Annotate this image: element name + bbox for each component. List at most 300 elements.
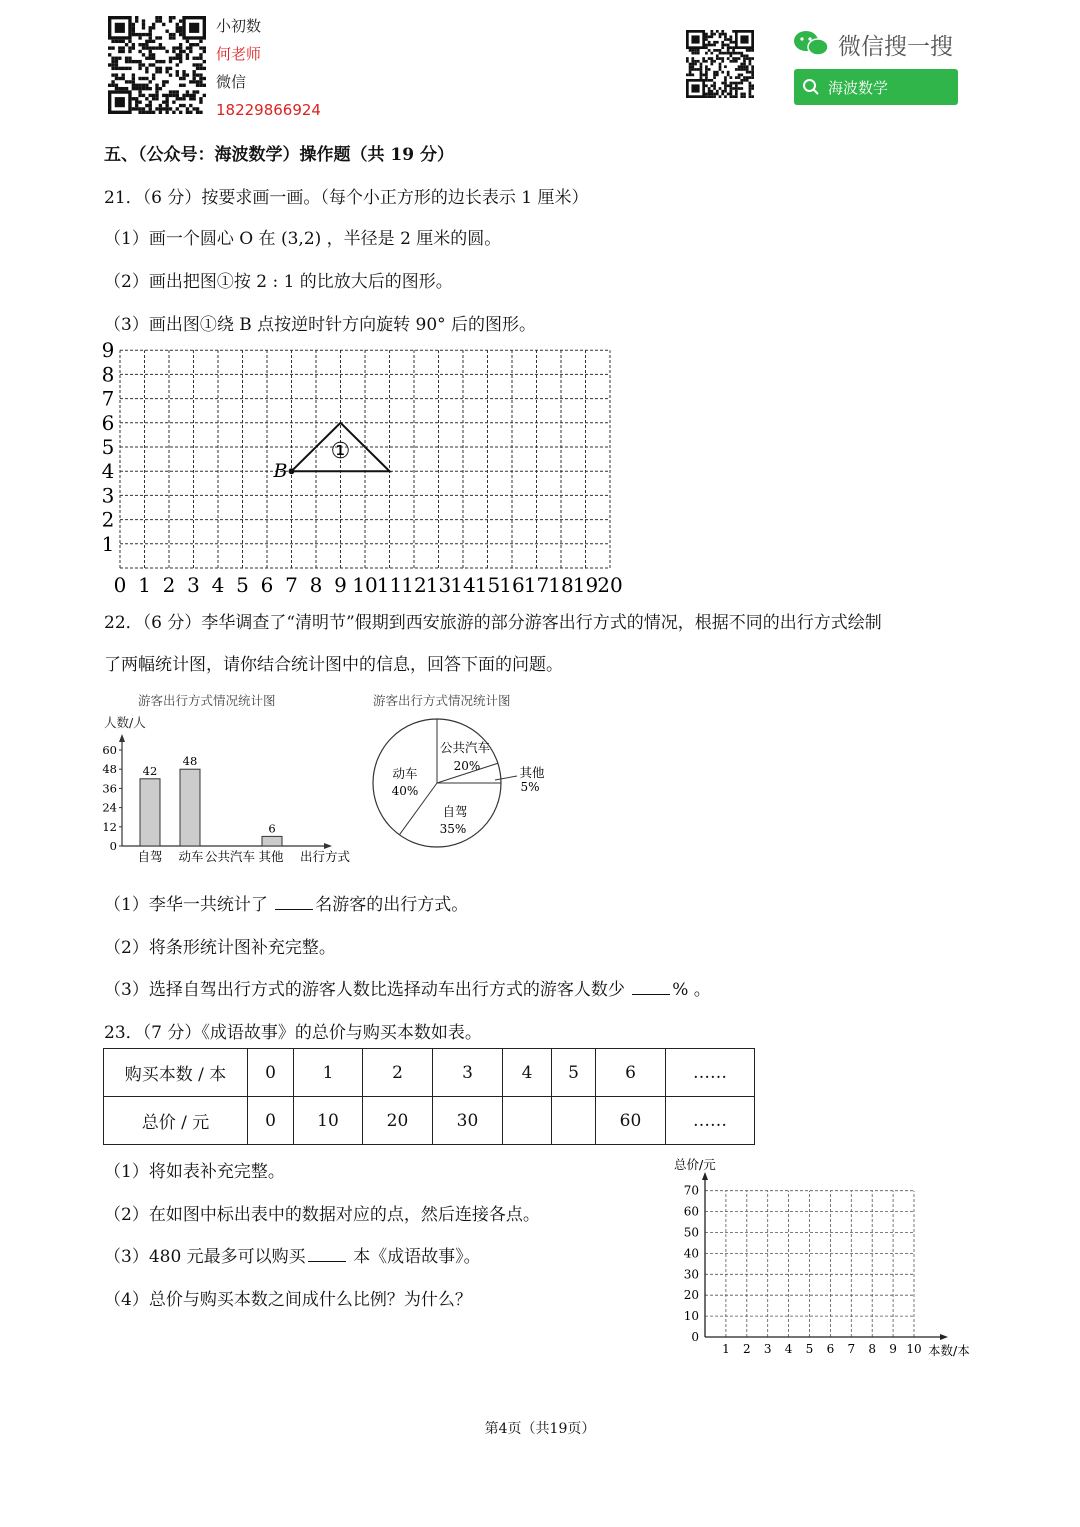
qr-module — [700, 65, 703, 68]
x-category-label: 其他 — [258, 849, 284, 864]
qr-module — [694, 49, 697, 52]
table-cell: 30 — [433, 1097, 503, 1145]
qr-module — [169, 107, 172, 110]
qr-module — [182, 84, 185, 87]
qr-module — [730, 87, 733, 90]
qr-module — [719, 33, 722, 36]
qr-module — [182, 97, 185, 100]
qr-module — [128, 40, 131, 43]
qr-module — [710, 84, 713, 87]
x-tick-label: 18 — [548, 573, 574, 597]
qr-module — [727, 71, 730, 74]
qr-module — [115, 87, 118, 90]
qr-module — [740, 54, 743, 57]
pie-slice-label: 动车 — [392, 766, 418, 781]
qr-module — [740, 95, 743, 98]
qr-module — [138, 60, 141, 63]
qr-module — [735, 57, 738, 60]
qr-module — [199, 57, 202, 60]
point-b-label: B — [273, 460, 288, 483]
qr-module — [721, 71, 724, 74]
qr-module — [135, 16, 138, 19]
qr-module — [708, 44, 711, 47]
x-category-label: 自驾 — [137, 849, 163, 864]
qr-module — [145, 67, 148, 70]
qr-module — [145, 57, 148, 60]
search-button[interactable] — [794, 69, 958, 105]
qr-module — [710, 44, 713, 47]
qr-module — [689, 65, 692, 68]
q21-grid[interactable] — [95, 338, 655, 600]
qr-module — [700, 63, 703, 66]
qr-module — [694, 52, 697, 55]
qr-module — [145, 97, 148, 100]
qr-module — [710, 57, 713, 60]
qr-module — [142, 107, 145, 110]
qr-module — [705, 74, 708, 77]
qr-module — [108, 63, 111, 66]
qr-module — [142, 33, 145, 36]
qr-module — [125, 57, 128, 60]
qr-module — [186, 111, 189, 114]
y-tick-label: 12 — [102, 819, 117, 834]
qr-module — [727, 46, 730, 49]
qr-module — [155, 67, 158, 70]
teacher-line-1: 小初数 — [216, 17, 262, 35]
qr-module — [186, 94, 189, 97]
bar-chart-title: 游客出行方式情况统计图 — [138, 693, 276, 708]
y-tick-label: 9 — [101, 338, 115, 363]
qr-module — [740, 63, 743, 66]
qr-module — [115, 40, 118, 43]
qr-module — [159, 67, 162, 70]
q21-part2: （2）画出把图①按 2 : 1 的比放大后的图形。 — [104, 272, 453, 292]
answer-blank-q22-1[interactable] — [275, 895, 313, 910]
qr-module — [115, 63, 118, 66]
qr-module — [125, 60, 128, 63]
qr-module — [145, 87, 148, 90]
y-axis-arrow — [702, 1172, 708, 1180]
qr-module — [727, 84, 730, 87]
qr-module — [710, 35, 713, 38]
qr-module — [138, 43, 141, 46]
qr-module — [710, 30, 713, 33]
table-cell: …… — [666, 1097, 755, 1145]
qr-module — [727, 57, 730, 60]
qr-module — [165, 30, 168, 33]
qr-module — [727, 93, 730, 96]
pie-chart-title: 游客出行方式情况统计图 — [373, 693, 511, 708]
qr-module — [155, 87, 158, 90]
qr-module — [697, 60, 700, 63]
qr-module — [730, 82, 733, 85]
qr-module — [155, 90, 158, 93]
qr-module — [125, 80, 128, 83]
qr-module — [751, 49, 754, 52]
qr-module — [145, 43, 148, 46]
qr-module — [203, 60, 206, 63]
qr-module — [691, 49, 694, 52]
qr-module — [740, 79, 743, 82]
qr-module — [169, 33, 172, 36]
qr-module — [738, 65, 741, 68]
qr-module — [713, 76, 716, 79]
qr-module — [186, 46, 189, 49]
qr-module — [199, 80, 202, 83]
qr-module — [152, 94, 155, 97]
qr-module — [169, 16, 172, 19]
qr-module — [169, 73, 172, 76]
qr-module — [749, 49, 752, 52]
qr-module — [159, 43, 162, 46]
qr-module — [132, 77, 135, 80]
qr-module — [713, 82, 716, 85]
qr-module — [162, 23, 165, 26]
qr-module — [719, 52, 722, 55]
qr-module — [111, 40, 114, 43]
qr-module — [149, 53, 152, 56]
x-tick-label: 3 — [187, 573, 200, 597]
q22-part2: （2）将条形统计图补充完整。 — [104, 938, 336, 958]
qr-module — [142, 87, 145, 90]
x-tick-label: 8 — [309, 573, 323, 597]
x-tick-label: 19 — [572, 573, 599, 597]
qr-module — [192, 57, 195, 60]
qr-module — [708, 93, 711, 96]
qr-module — [686, 57, 689, 60]
qr-module — [165, 104, 168, 107]
q22-stem-line2: 了两幅统计图，请你结合统计图中的信息，回答下面的问题。 — [104, 655, 563, 675]
answer-blank-q23-3[interactable] — [308, 1247, 346, 1262]
qr-module — [730, 35, 733, 38]
qr-module — [169, 67, 172, 70]
answer-cell[interactable] — [552, 1097, 596, 1145]
x-tick-label: 4 — [784, 1342, 793, 1356]
bar — [180, 769, 200, 846]
qr-module — [689, 74, 692, 77]
qr-module — [172, 46, 175, 49]
qr-module — [152, 77, 155, 80]
qr-module — [697, 52, 700, 55]
qr-module — [730, 54, 733, 57]
qr-module — [149, 104, 152, 107]
qr-module — [125, 43, 128, 46]
qr-module — [730, 52, 733, 55]
qr-module — [746, 49, 749, 52]
qr-module — [697, 68, 700, 71]
qr-module — [145, 77, 148, 80]
qr-module — [721, 93, 724, 96]
qr-module — [138, 100, 141, 103]
qr-module — [128, 57, 131, 60]
x-tick-label: 1 — [722, 1342, 730, 1356]
table-cell: 1 — [294, 1049, 363, 1097]
qr-module — [708, 95, 711, 98]
qr-module — [152, 46, 155, 49]
qr-module — [189, 46, 192, 49]
qr-module — [746, 65, 749, 68]
qr-module — [176, 73, 179, 76]
qr-module — [719, 87, 722, 90]
qr-module — [186, 53, 189, 56]
qr-module — [746, 76, 749, 79]
qr-module — [694, 60, 697, 63]
x-category-label: 动车 — [178, 849, 204, 864]
y-tick-label: 60 — [102, 743, 117, 757]
qr-module — [686, 60, 689, 63]
qr-module — [115, 73, 118, 76]
qr-module — [155, 84, 158, 87]
qr-module — [132, 84, 135, 87]
qr-module — [176, 57, 179, 60]
y-tick-label: 5 — [101, 435, 115, 459]
qr-module — [724, 52, 727, 55]
qr-module — [145, 46, 148, 49]
qr-module — [735, 60, 738, 63]
qr-module — [724, 87, 727, 90]
qr-module — [743, 76, 746, 79]
qr-module — [145, 111, 148, 114]
qr-module — [176, 107, 179, 110]
qr-module — [159, 107, 162, 110]
qr-module — [192, 80, 195, 83]
qr-module — [716, 74, 719, 77]
qr-module — [735, 52, 738, 55]
qr-module — [196, 111, 199, 114]
y-tick-label: 10 — [683, 1309, 699, 1324]
qr-module — [108, 84, 111, 87]
qr-module — [721, 33, 724, 36]
qr-module — [700, 68, 703, 71]
teacher-qr-code — [108, 16, 208, 114]
qr-module — [179, 19, 182, 22]
teacher-phone: 18229866924 — [216, 101, 321, 119]
qr-module — [691, 63, 694, 66]
wechat-qr-code — [686, 30, 756, 100]
qr-module — [199, 100, 202, 103]
qr-module — [751, 57, 754, 60]
qr-module — [199, 111, 202, 114]
qr-module — [713, 60, 716, 63]
table-row — [104, 1097, 755, 1145]
pie-slice-label: 自驾 — [442, 804, 468, 819]
q23-stem: 23．（7 分）《成语故事》的总价与购买本数如表。 — [104, 1023, 482, 1043]
qr-module — [179, 111, 182, 114]
qr-module — [165, 107, 168, 110]
q23-grid[interactable] — [668, 1152, 980, 1362]
table-row — [104, 1049, 755, 1097]
section-title: 五、（公众号：海波数学）操作题（共 19 分） — [104, 145, 454, 165]
qr-module — [740, 93, 743, 96]
qr-module — [721, 30, 724, 33]
qr-module — [738, 68, 741, 71]
qr-module — [176, 26, 179, 29]
qr-module — [115, 77, 118, 80]
qr-module — [749, 95, 752, 98]
qr-module — [732, 87, 735, 90]
qr-module — [203, 94, 206, 97]
table-cell: 20 — [363, 1097, 433, 1145]
y-tick-label: 2 — [101, 507, 115, 532]
qr-module — [719, 35, 722, 38]
qr-module — [691, 74, 694, 77]
y-tick-label: 3 — [101, 483, 115, 508]
qr-module — [724, 44, 727, 47]
qr-module — [721, 52, 724, 55]
qr-module — [710, 79, 713, 82]
qr-module — [189, 104, 192, 107]
pie-slice-pct: 5% — [520, 780, 540, 794]
y-tick-label: 4 — [101, 459, 115, 484]
qr-module — [132, 46, 135, 49]
qr-module — [145, 33, 148, 36]
x-tick-label: 15 — [474, 573, 501, 597]
qr-module — [118, 77, 121, 80]
qr-module — [732, 57, 735, 60]
qr-module — [165, 67, 168, 70]
wechat-logo — [792, 28, 832, 58]
qr-module — [751, 95, 754, 98]
bar-value-label: 6 — [268, 821, 276, 836]
qr-module — [724, 35, 727, 38]
qr-module — [751, 74, 754, 77]
qr-module — [169, 19, 172, 22]
q22-part1-before: （1）李华一共统计了 — [104, 895, 268, 915]
qr-module — [740, 68, 743, 71]
qr-module — [149, 30, 152, 33]
x-tick-label: 2 — [742, 1342, 751, 1356]
qr-module — [705, 52, 708, 55]
qr-module — [118, 67, 121, 70]
qr-module — [118, 50, 121, 53]
qr-module — [176, 90, 179, 93]
x-tick-label: 10 — [352, 573, 378, 597]
table-cell: 60 — [596, 1097, 666, 1145]
qr-module — [196, 107, 199, 110]
pie-slice-label: 公共汽车 — [439, 740, 491, 755]
qr-module — [142, 84, 145, 87]
y-tick-label: 36 — [102, 781, 117, 796]
qr-finder — [691, 35, 699, 43]
q22-part3-before: （3）选择自驾出行方式的游客人数比选择动车出行方式的游客人数少 — [104, 980, 625, 1000]
qr-module — [172, 94, 175, 97]
qr-module — [169, 36, 172, 39]
qr-module — [189, 43, 192, 46]
qr-module — [142, 63, 145, 66]
qr-module — [721, 41, 724, 44]
qr-module — [196, 57, 199, 60]
qr-module — [708, 49, 711, 52]
table-cell: 0 — [248, 1049, 294, 1097]
qr-module — [162, 60, 165, 63]
qr-module — [203, 67, 206, 70]
qr-module — [196, 43, 199, 46]
qr-module — [182, 70, 185, 73]
x-axis-arrow — [940, 1334, 948, 1340]
qr-module — [162, 84, 165, 87]
qr-module — [735, 93, 738, 96]
qr-module — [746, 71, 749, 74]
qr-module — [186, 73, 189, 76]
qr-module — [743, 63, 746, 66]
qr-module — [199, 63, 202, 66]
qr-module — [199, 67, 202, 70]
table-cell: 10 — [294, 1097, 363, 1145]
page-footer: 第4页（共19页） — [484, 1421, 596, 1437]
qr-module — [172, 100, 175, 103]
qr-module — [730, 84, 733, 87]
qr-module — [149, 107, 152, 110]
qr-module — [172, 57, 175, 60]
qr-module — [165, 50, 168, 53]
qr-module — [138, 50, 141, 53]
qr-module — [716, 49, 719, 52]
y-axis-arrow — [119, 734, 125, 742]
q23-part3-after: 本《成语故事》。 — [353, 1247, 481, 1267]
qr-module — [142, 111, 145, 114]
q22-part1 — [104, 890, 468, 915]
qr-module — [122, 50, 125, 53]
table-cell: 4 — [503, 1049, 552, 1097]
qr-module — [751, 87, 754, 90]
qr-module — [142, 23, 145, 26]
qr-module — [702, 60, 705, 63]
qr-module — [735, 76, 738, 79]
qr-module — [710, 52, 713, 55]
q23-part3 — [104, 1242, 481, 1267]
qr-module — [730, 60, 733, 63]
qr-module — [708, 87, 711, 90]
qr-module — [199, 40, 202, 43]
y-tick-label: 6 — [101, 410, 115, 435]
qr-module — [179, 60, 182, 63]
qr-module — [738, 57, 741, 60]
qr-module — [735, 68, 738, 71]
answer-cell[interactable] — [503, 1097, 552, 1145]
qr-module — [132, 33, 135, 36]
qr-module — [122, 46, 125, 49]
qr-module — [155, 36, 158, 39]
q22-part3-after: % 。 — [672, 980, 711, 1000]
qr-module — [118, 57, 121, 60]
answer-blank-q22-3[interactable] — [632, 980, 670, 995]
qr-module — [165, 94, 168, 97]
qr-module — [727, 38, 730, 41]
qr-module — [732, 46, 735, 49]
qr-module — [691, 52, 694, 55]
qr-module — [743, 79, 746, 82]
qr-module — [149, 33, 152, 36]
qr-module — [724, 76, 727, 79]
qr-module — [145, 40, 148, 43]
qr-module — [135, 104, 138, 107]
qr-module — [111, 67, 114, 70]
qr-module — [149, 57, 152, 60]
qr-module — [691, 57, 694, 60]
qr-module — [691, 65, 694, 68]
bar-value-label: 48 — [182, 754, 198, 769]
qr-module — [145, 84, 148, 87]
qr-module — [138, 111, 141, 114]
qr-module — [132, 107, 135, 110]
qr-module — [751, 65, 754, 68]
qr-module — [735, 95, 738, 98]
qr-module — [128, 67, 131, 70]
table-cell: 6 — [596, 1049, 666, 1097]
qr-module — [708, 41, 711, 44]
table-head-books: 购买本数 / 本 — [104, 1049, 248, 1097]
y-tick-label: 48 — [102, 762, 117, 777]
